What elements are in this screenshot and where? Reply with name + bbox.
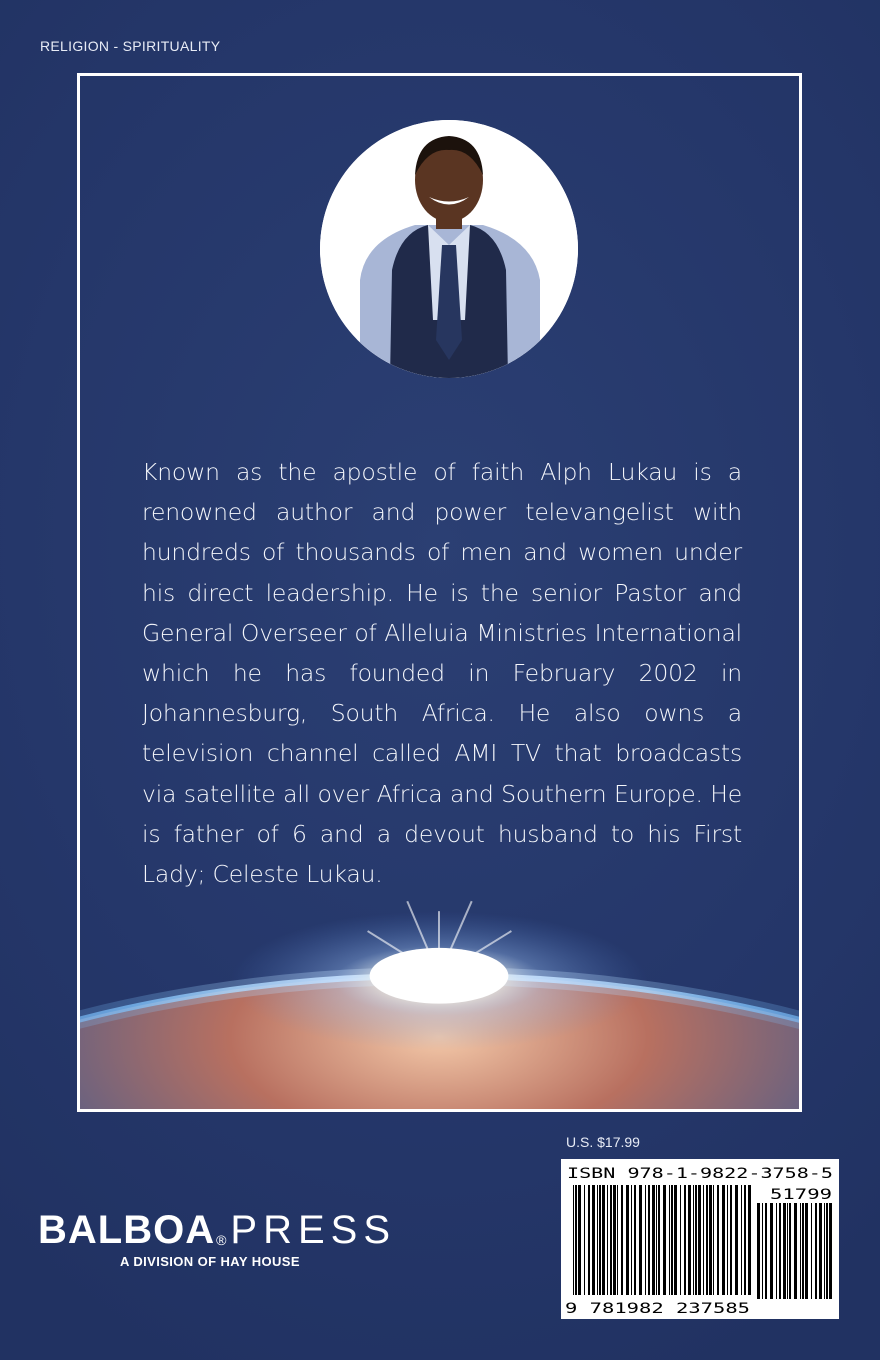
barcode-bar: [815, 1203, 817, 1299]
barcode-bar: [765, 1203, 767, 1299]
barcode-bar: [645, 1185, 646, 1295]
barcode-bar: [639, 1185, 642, 1295]
ean13-bars: [573, 1185, 751, 1295]
barcode-bar: [730, 1185, 732, 1295]
barcode-bar: [684, 1185, 686, 1295]
barcode-bar: [680, 1185, 681, 1295]
barcode-bar: [805, 1203, 808, 1299]
barcode-bar: [770, 1203, 773, 1299]
barcode-bar: [607, 1185, 608, 1295]
category-label: RELIGION - SPIRITUALITY: [40, 38, 221, 54]
barcode-bar: [617, 1185, 618, 1295]
barcode-bar: [597, 1185, 598, 1295]
barcode-bar: [776, 1203, 777, 1299]
addon-bars: [757, 1203, 832, 1299]
cover-frame: [77, 73, 802, 1112]
barcode-bar: [656, 1185, 657, 1295]
barcode-bar: [693, 1185, 694, 1295]
author-portrait: [320, 120, 578, 378]
author-photo-image: [320, 120, 578, 378]
barcode-bar: [634, 1185, 636, 1295]
barcode-bar: [819, 1203, 822, 1299]
barcode-bar: [621, 1185, 623, 1295]
barcode-bar: [744, 1185, 746, 1295]
barcode-bar: [602, 1185, 605, 1295]
barcode-bar: [658, 1185, 660, 1295]
barcode-bar: [584, 1185, 585, 1295]
barcode-bar: [709, 1185, 712, 1295]
publisher-logo: [38, 1206, 397, 1269]
barcode-bar: [779, 1203, 781, 1299]
barcode-bar: [800, 1203, 801, 1299]
barcode-bar: [826, 1203, 828, 1299]
barcode-bar: [613, 1185, 616, 1295]
barcode-bar: [652, 1185, 655, 1295]
author-bio-text: Known as the apostle of faith Alph Lukau is a renowned author and power televangelist with hundreds of thousands of men and women under his direct leadership. He is the senior Pastor and General Overseer of Alleluia Ministries International which he has founded in February 2002 in Johannesburg, South Africa. He also owns a television channel called AMI TV that broadcasts via satellite all over Africa and Southern Europe. He is father of 6 and a devout husband to his First Lady; Celeste Lukau.: [142, 458, 742, 889]
barcode-bar: [663, 1185, 666, 1295]
barcode-bar: [698, 1185, 701, 1295]
barcode-bar: [757, 1203, 760, 1299]
barcode-bar: [713, 1185, 714, 1295]
barcode-bar: [669, 1185, 670, 1295]
barcode-bar: [741, 1185, 742, 1295]
barcode-bar: [575, 1185, 577, 1295]
barcode-bar: [811, 1203, 812, 1299]
isbn-barcode: [561, 1159, 839, 1319]
price-label: U.S. $17.99: [566, 1134, 640, 1150]
publisher-name-bold: BALBOA: [38, 1208, 216, 1252]
barcode-bar: [762, 1203, 763, 1299]
barcode-bar: [794, 1203, 797, 1299]
barcode-bar: [588, 1185, 590, 1295]
barcode-bar: [748, 1185, 751, 1295]
barcode-bar: [717, 1185, 719, 1295]
barcode-bar: [592, 1185, 595, 1295]
publisher-tagline: A DIVISION OF HAY HOUSE: [120, 1254, 300, 1269]
barcode-bar: [703, 1185, 704, 1295]
barcode-bar: [599, 1185, 601, 1295]
barcode-bar: [573, 1185, 574, 1295]
barcode-bar: [631, 1185, 632, 1295]
registered-mark: ®: [216, 1232, 229, 1248]
barcode-bar: [688, 1185, 691, 1295]
isbn-text: ISBN 978-1-9822-3758-5: [567, 1166, 833, 1182]
barcode-bar: [648, 1185, 650, 1295]
ean-digits-text: 9 781982 237585: [565, 1301, 750, 1317]
barcode-bar: [789, 1203, 791, 1299]
publisher-name-light: PRESS: [230, 1208, 397, 1252]
price-code-text: 51799: [770, 1187, 832, 1203]
barcode-bar: [674, 1185, 677, 1295]
barcode-bar: [829, 1203, 832, 1299]
barcode-bar: [735, 1185, 738, 1295]
barcode-bar: [706, 1185, 708, 1295]
barcode-bar: [671, 1185, 673, 1295]
barcode-bar: [578, 1185, 581, 1295]
barcode-bar: [824, 1203, 825, 1299]
barcode-bar: [695, 1185, 697, 1295]
barcode-bar: [787, 1203, 788, 1299]
barcode-bar: [610, 1185, 612, 1295]
barcode-bar: [626, 1185, 629, 1295]
barcode-bar: [783, 1203, 786, 1299]
barcode-bar: [722, 1185, 725, 1295]
barcode-bar: [727, 1185, 728, 1295]
barcode-bar: [802, 1203, 804, 1299]
